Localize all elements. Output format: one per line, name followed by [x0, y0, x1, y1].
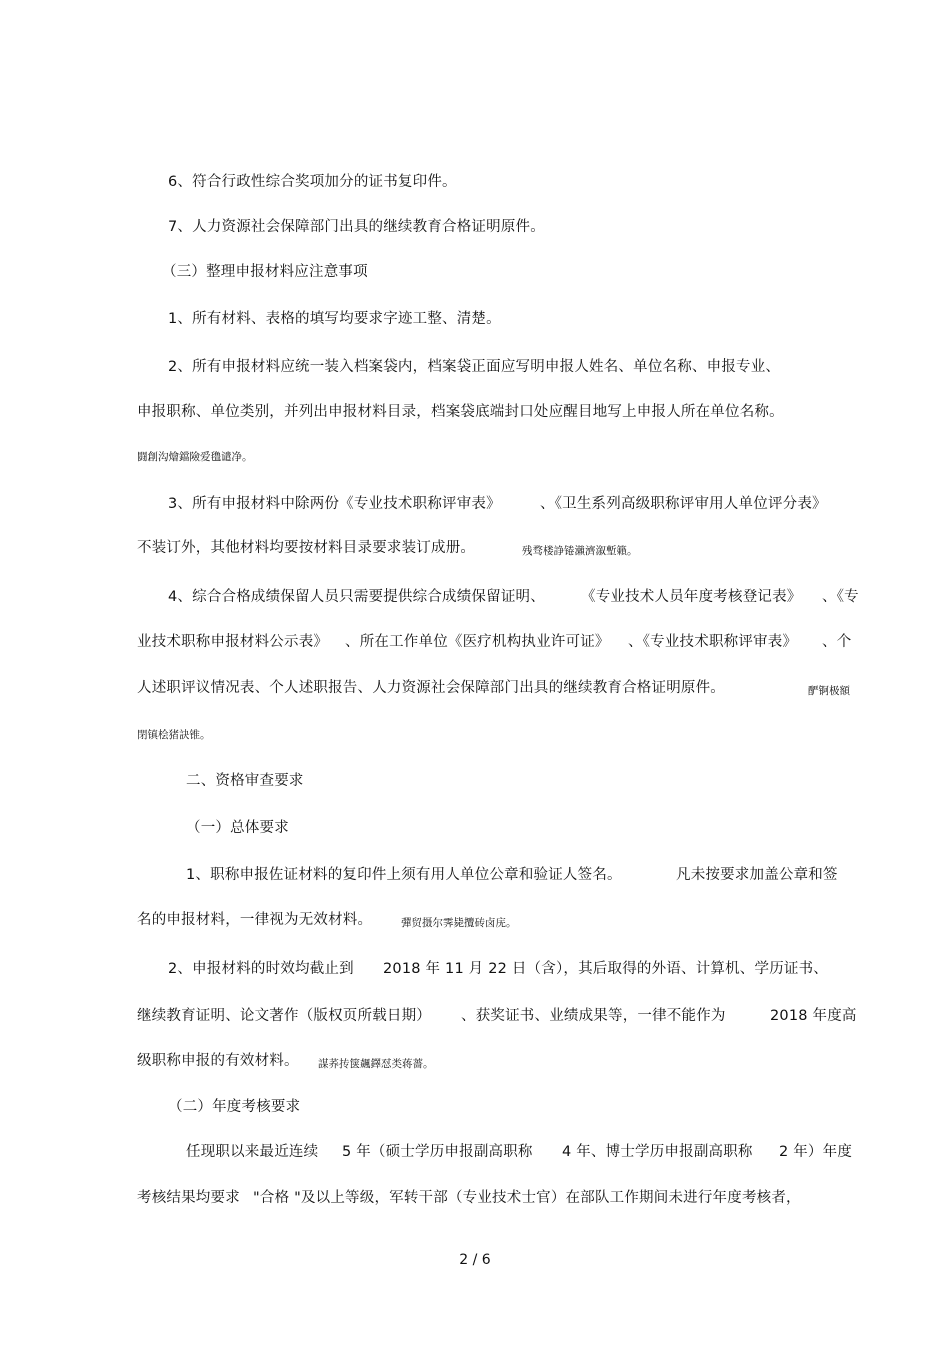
list-item-4-part: 、所在工作单位《医疗机构执业许可证》	[345, 634, 610, 650]
list-item-2-part: 2018 年度高	[770, 1008, 857, 1024]
list-item-4-part: 、个	[822, 634, 852, 650]
section-heading-2: 二、资格审查要求	[186, 773, 304, 789]
paragraph-cont: 考核结果均要求	[137, 1190, 240, 1206]
garbled-text: 閉镇桧猪訣锥。	[137, 729, 211, 741]
list-item-2-part: 2018 年 11 月 22 日（含），其后取得的外语、计算机、学历证书、	[383, 961, 828, 977]
page-number: 2 / 6	[459, 1252, 491, 1268]
list-item-1-part: 凡未按要求加盖公章和签	[676, 867, 838, 883]
list-item-4-part: 、《专业技术职称评审表》	[628, 634, 798, 650]
list-item-4-part: 《专业技术人员年度考核登记表》	[581, 589, 802, 605]
list-item-6: 6、符合行政性综合奖项加分的证书复印件。	[168, 174, 457, 190]
subsection-heading-2: （二）年度考核要求	[168, 1099, 301, 1115]
paragraph-part: "合格 "及以上等级，军转干部（专业技术士官）在部队工作期间未进行年度考核者，	[253, 1190, 801, 1206]
list-item-4-part: 、《专	[822, 589, 859, 605]
list-item-1: 1、职称申报佐证材料的复印件上须有用人单位公章和验证人签名。	[186, 867, 622, 883]
garbled-text: 闘創沟燴鐺險爱氇谴净。	[137, 451, 253, 463]
list-item-2: 2、所有申报材料应统一装入档案袋内，档案袋正面应写明申报人姓名、单位名称、申报专业、	[168, 359, 781, 375]
list-item-1-cont: 名的申报材料，一律视为无效材料。	[137, 912, 373, 928]
list-item-2-cont: 级职称申报的有效材料。	[137, 1053, 299, 1069]
garbled-text: 残骛楼諍锩瀨濟溆塹籟。	[522, 545, 638, 557]
subsection-heading-1: （一）总体要求	[186, 820, 289, 836]
list-item-2-cont: 继续教育证明、论文著作（版权页所载日期）	[137, 1008, 431, 1024]
garbled-text: 謀荞抟箧飆鐸怼类蒋薔。	[318, 1058, 434, 1070]
paragraph: 任现职以来最近连续	[186, 1144, 319, 1160]
section-heading-3: （三）整理申报材料应注意事项	[162, 264, 368, 280]
list-item-3-cont: 不装订外，其他材料均要按材料目录要求装订成册。	[137, 540, 476, 556]
list-item-2-cont: 申报职称、单位类别，并列出申报材料目录，档案袋底端封口处应醒目地写上申报人所在单位名称。	[137, 404, 784, 420]
garbled-text: 彈贸摄尔霁毙攬砖卤庑。	[401, 917, 517, 929]
list-item-4-cont: 业技术职称申报材料公示表》	[137, 634, 329, 650]
list-item-1: 1、所有材料、表格的填写均要求字迹工整、清楚。	[168, 311, 501, 327]
list-item-3: 3、所有申报材料中除两份《专业技术职称评审表》	[168, 496, 501, 512]
paragraph-part: 2 年）年度	[779, 1144, 853, 1160]
garbled-text: 酽锕极額	[808, 685, 850, 697]
list-item-3-part: 、《卫生系列高级职称评审用人单位评分表》	[540, 496, 827, 512]
paragraph-part: 5 年（硕士学历申报副高职称	[342, 1144, 533, 1160]
list-item-2: 2、申报材料的时效均截止到	[168, 961, 354, 977]
list-item-4: 4、综合合格成绩保留人员只需要提供综合成绩保留证明、	[168, 589, 545, 605]
paragraph-part: 4 年、博士学历申报副高职称	[562, 1144, 753, 1160]
list-item-7: 7、人力资源社会保障部门出具的继续教育合格证明原件。	[168, 219, 545, 235]
list-item-4-cont: 人述职评议情况表、个人述职报告、人力资源社会保障部门出具的继续教育合格证明原件。	[137, 680, 725, 696]
list-item-2-part: 、获奖证书、业绩成果等，一律不能作为	[461, 1008, 726, 1024]
